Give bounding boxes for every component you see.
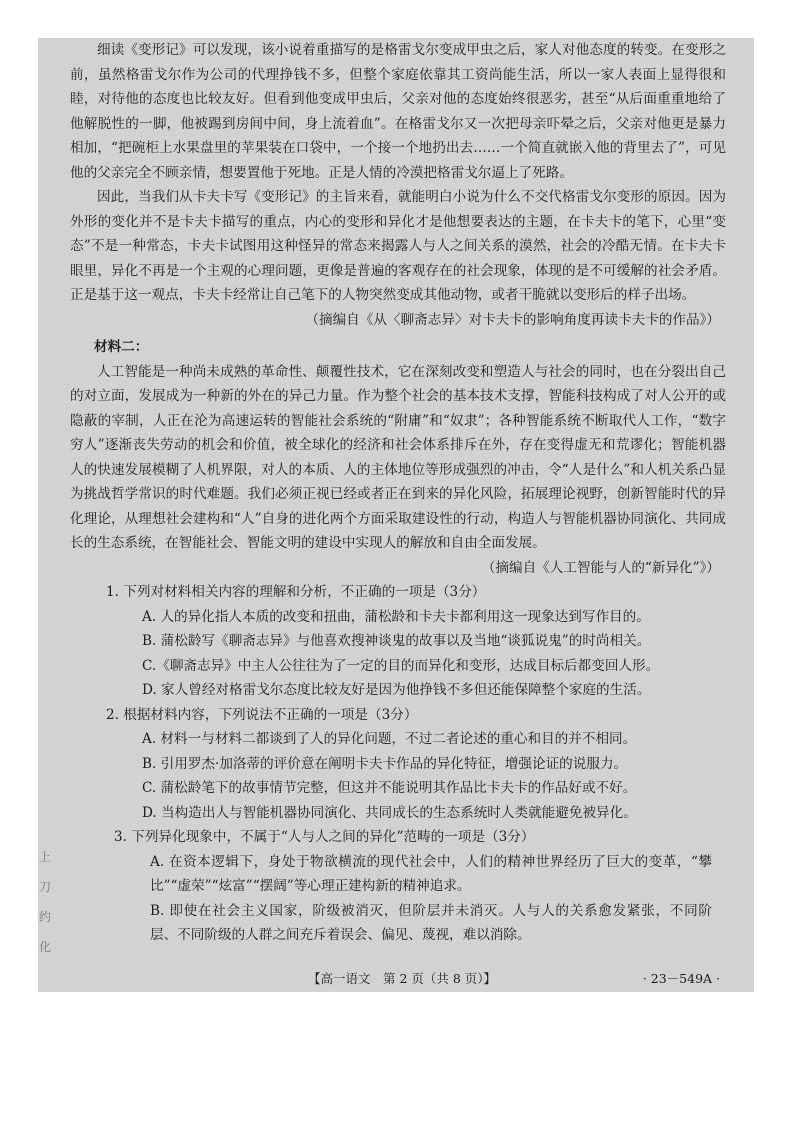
option: C.《聊斋志异》中主人公往往为了一定的目的而异化和变形，达成目标后都变回人形。 (142, 657, 660, 674)
option: B. 蒲松龄写《聊斋志异》与他喜欢搜神谈鬼的故事以及当地“谈狐说鬼”的时尚相关。 (142, 633, 651, 649)
footer-page-info: 【高一语文 第 2 页（共 8 页）】 (308, 971, 497, 986)
page-footer (38, 966, 754, 992)
option: A. 在资本逻辑下，身处于物欲横流的现代社会中，人们的精神世界经历了巨大的变革，“攀比”“虚荣”“炫富”“摆阔”等心理正建构新的精神追求。 (150, 853, 712, 894)
option: B. 即使在社会主义国家，阶级被消灭，但阶层并未消灭。人与人的关系愈发紧张，不同阶层、不同阶级的人群之间充斥着误会、偏见、蔑视，难以消除。 (150, 902, 712, 943)
material1-paragraph: 因此，当我们从卡夫卡写《变形记》的主旨来看，就能明白小说为什么不交代格雷戈尔变形的原因。因为外形的变化并不是卡夫卡描写的重点，内心的变形和异化才是他想要表达的主题，在卡夫卡的笔下，心里“变态”不是一种常态，卡夫卡试图用这种怪异的常态来揭露人与人之间关系的漠然，社会的冷酷无情。在卡夫卡眼里，异化不再是一个主观的心理问题，更像是普遍的客观存在的社会现象，体现的是不可缓解的社会矛盾。正是基于这一观点，卡夫卡经常让自己笔下的人物突然变成其他动物，或者干脆就以变形后的样子出场。 (70, 189, 726, 303)
material1-paragraph: 细读《变形记》可以发现，该小说着重描写的是格雷戈尔变成甲虫之后，家人对他态度的转变。在变形之前，虽然格雷戈尔作为公司的代理挣钱不多，但整个家庭依靠其工资尚能生活，所以一家人表面上显得很和睦，对待他的态度也比较友好。但看到他变成甲虫后，父亲对他的态度始终很恶劣，甚至“从后面重重地给了他解脱性的一脚，他被踢到房间中间，身上流着血”。在格雷戈尔又一次把母亲吓晕之后，父亲对他更是暴力相加，“把碗柜上水果盘里的苹果装在口袋中，一个接一个地扔出去……一个简直就嵌入他的背里去了”，可见他的父亲完全不顾亲情，想要置他于死地。正是人情的冷漠把格雷戈尔逼上了死路。 (70, 42, 726, 181)
page-text (70, 38, 726, 948)
footer-paper-code: · 23－549A · (642, 971, 720, 986)
question-stem: 3. 下列异化现象中，不属于“人与人之间的异化”范畴的一项是（3分） (114, 829, 535, 845)
option: B. 引用罗杰·加洛蒂的评价意在阐明卡夫卡作品的异化特征，增强论证的说服力。 (142, 755, 628, 772)
material1-source: （摘编自《从〈聊斋志异〉对卡夫卡的影响角度再读卡夫卡的作品》） (305, 311, 720, 328)
margin-mark: 刀 (39, 880, 52, 894)
margin-mark: 化 (39, 940, 52, 954)
material2-source: （摘编自《人工智能与人的“新异化”》） (481, 559, 720, 576)
question-1 (70, 580, 726, 703)
question-2 (70, 703, 726, 826)
option: D. 当构造出人与智能机器协同演化、共同成长的生态系统时人类就能避免被异化。 (142, 804, 637, 821)
question-stem: 1. 下列对材料相关内容的理解和分析，不正确的一项是（3分） (106, 584, 486, 600)
margin-bleed-marks (39, 842, 51, 962)
question-stem: 2. 根据材料内容，下列说法不正确的一项是（3分） (106, 706, 418, 723)
option: A. 人的异化指人本质的改变和扭曲，蒲松龄和卡夫卡都利用这一现象达到写作目的。 (142, 608, 650, 625)
margin-mark: 约 (39, 910, 52, 924)
material2-heading: 材料二： (94, 339, 149, 355)
margin-mark: 上 (39, 850, 52, 864)
question-3 (70, 825, 726, 948)
material2-paragraph: 人工智能是一种尚未成熟的革命性、颠覆性技术，它在深刻改变和塑造人与社会的同时，也在分裂出自己的对立面，发展成为一种新的外在的异己力量。作为整个社会的基本技术支撑，智能科技构成了对人公开的或隐蔽的宰制，人正在沦为高速运转的智能社会系统的“附庸”和“奴隶”；各种智能系统不断取代人工作，“数字穷人”逐渐丧失劳动的机会和价值，被全球化的经济和社会体系排斥在外，存在变得虚无和荒谬化；智能机器人的快速发展模糊了人机界限，对人的本质、人的主体地位等形成强烈的冲击，令“人是什么”和人机关系凸显为挑战哲学常识的时代难题。我们必须正视已经或者正在到来的异化风险，拓展理论视野，创新智能时代的异化理论，从理想社会建构和“人”自身的进化两个方面采取建设性的行动，构造人与智能机器协同演化、共同成长的生态系统，在智能社会、智能文明的建设中实现人的解放和自由全面发展。 (70, 363, 726, 551)
option: A. 材料一与材料二都谈到了人的异化问题，不过二者论述的重心和目的并不相同。 (142, 731, 637, 747)
option: D. 家人曾经对格雷戈尔态度比较友好是因为他挣钱不多但还能保障整个家庭的生活。 (142, 682, 651, 698)
option: C. 蒲松龄笔下的故事情节完整，但这并不能说明其作品比卡夫卡的作品好或不好。 (142, 780, 637, 796)
